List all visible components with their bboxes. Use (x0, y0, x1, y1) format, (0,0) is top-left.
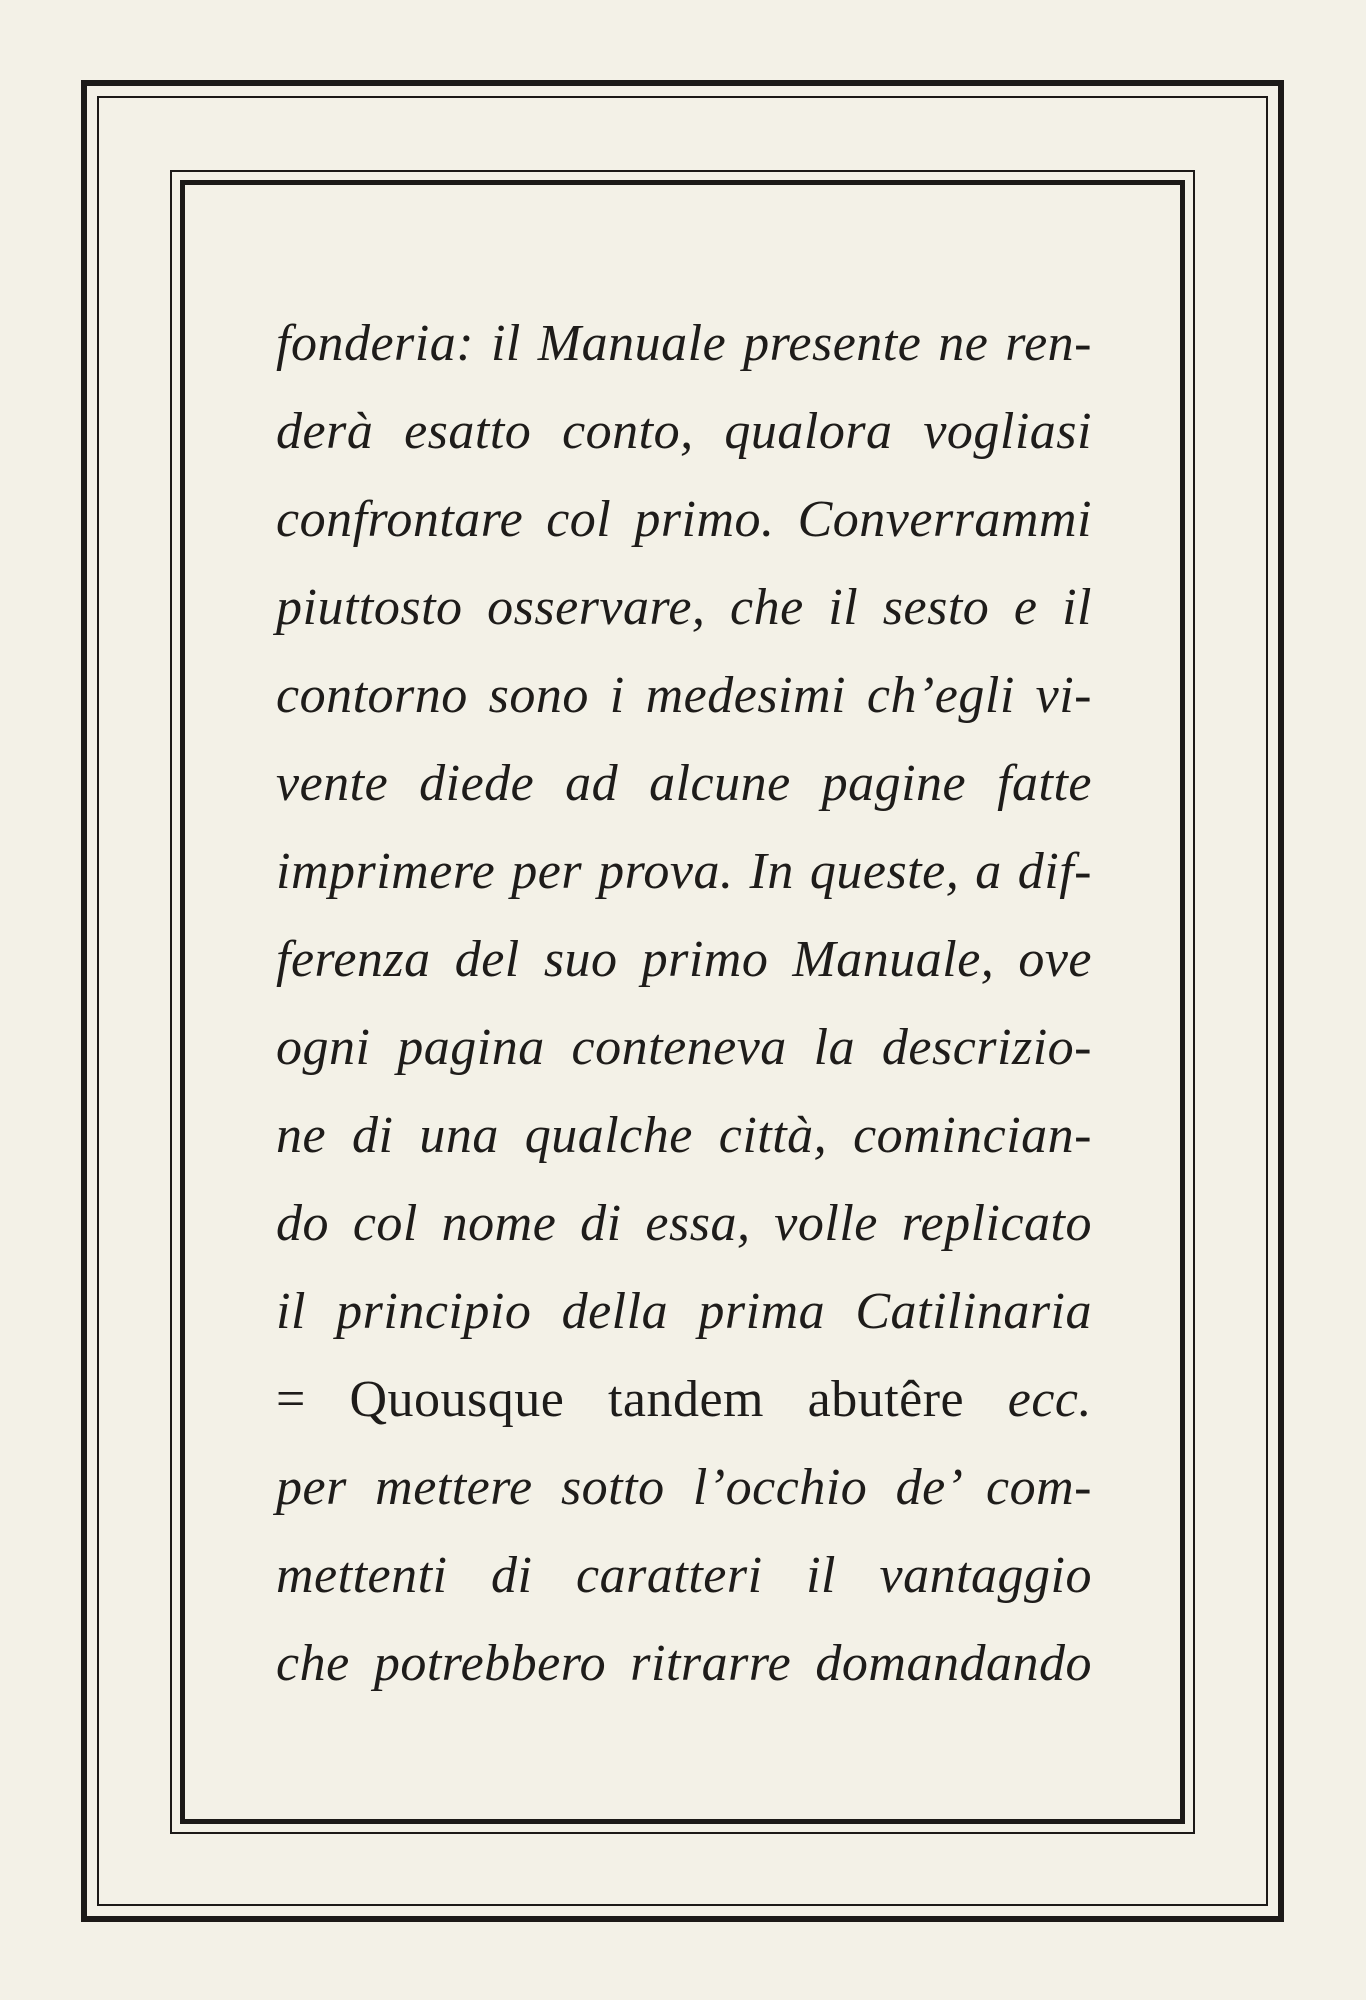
text-line: vente diede ad alcune pagine fatte (276, 755, 1092, 812)
text-line: piuttosto osservare, che il sesto e il (276, 579, 1092, 636)
text-line: mettenti di caratteri il vantaggio (276, 1547, 1092, 1604)
text-line: contorno sono i medesimi ch’egli vi- (276, 667, 1092, 724)
text-line: per mettere sotto l’occhio de’ com- (276, 1459, 1092, 1516)
text-line: il principio della prima Catilinaria (276, 1283, 1092, 1340)
body-text (276, 300, 1092, 1708)
text-line: confrontare col primo. Converrammi (276, 491, 1092, 548)
text-line: imprimere per prova. In queste, a dif- (276, 843, 1092, 900)
italic-etc: ecc. (1007, 1371, 1092, 1428)
roman-quotation: Quousque tandem abutêre (349, 1371, 965, 1428)
text-line: ogni pagina conteneva la descrizio- (276, 1019, 1092, 1076)
text-line: derà esatto conto, qualora vogliasi (276, 403, 1092, 460)
double-hyphen-mark: = (276, 1371, 306, 1428)
text-line: fonderia: il Manuale presente ne ren- (276, 315, 1092, 372)
text-line: ne di una qualche città, comincian- (276, 1107, 1092, 1164)
text-line: che potrebbero ritrarre domandando (276, 1635, 1092, 1692)
text-line: do col nome di essa, volle replicato (276, 1195, 1092, 1252)
text-line-roman-quote (276, 1356, 1092, 1444)
text-line: ferenza del suo primo Manuale, ove (276, 931, 1092, 988)
